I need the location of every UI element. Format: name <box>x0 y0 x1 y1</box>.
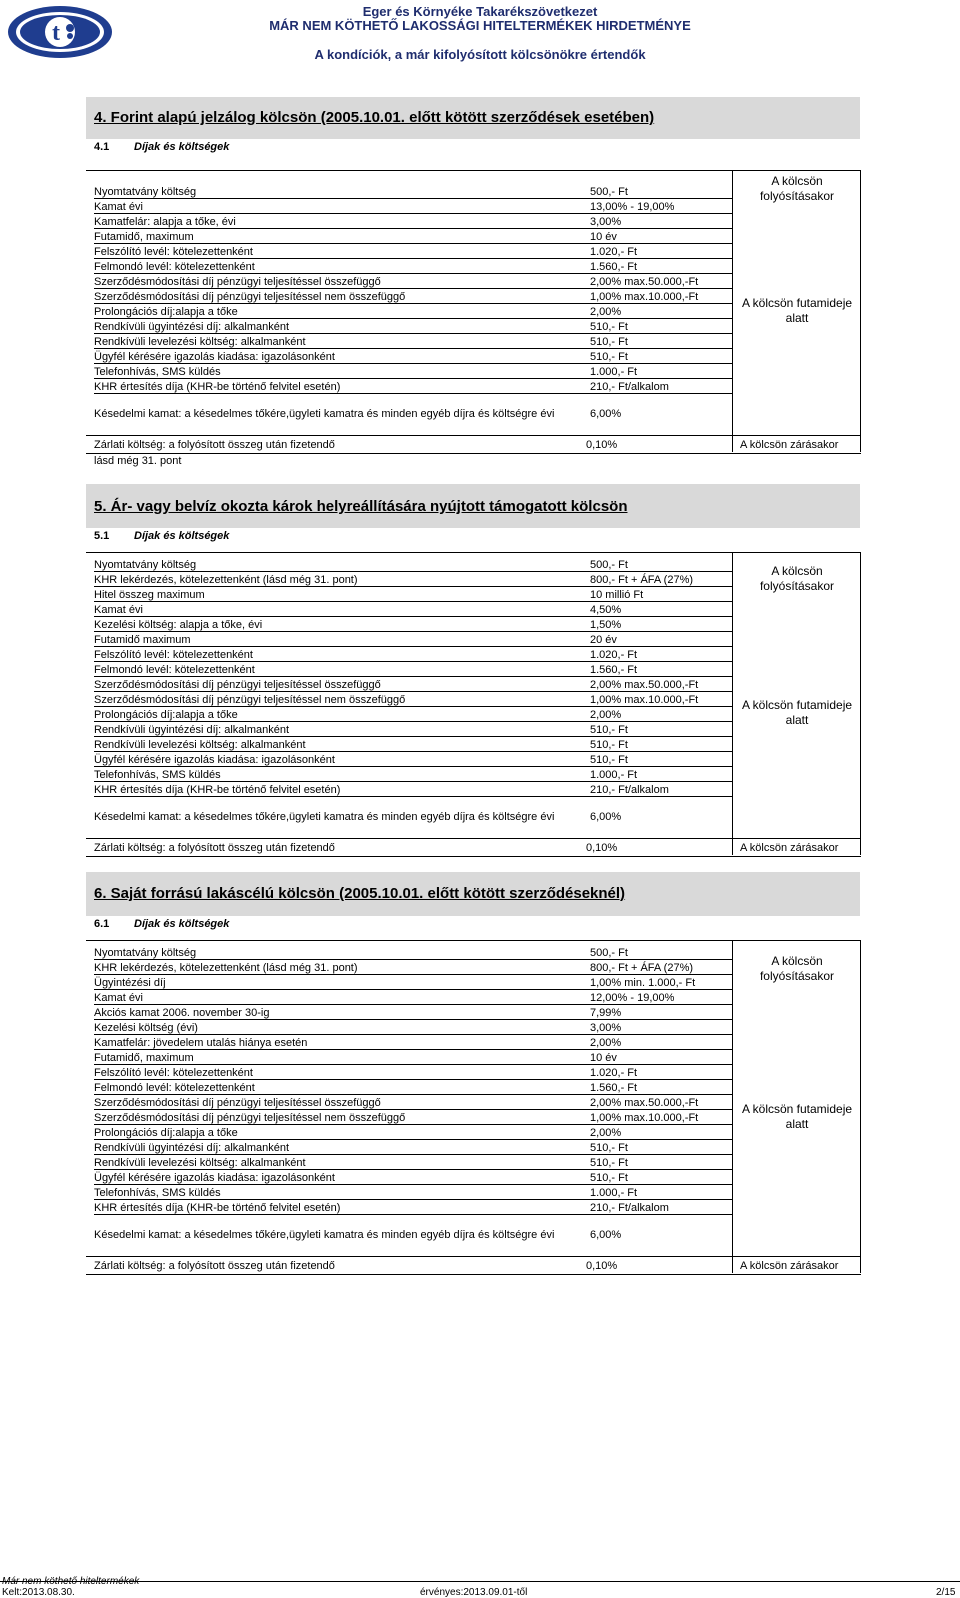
late-interest-value: 6,00% <box>590 408 622 420</box>
fee-value: 20 év <box>590 634 617 646</box>
footer-date: Kelt:2013.08.30. <box>2 1587 75 1598</box>
fee-value: 510,- Ft <box>590 1157 628 1169</box>
fee-value: 2,00% max.50.000,-Ft <box>590 276 699 288</box>
fee-value: 12,00% - 19,00% <box>590 992 675 1004</box>
fee-value: 210,- Ft/alkalom <box>590 784 669 796</box>
right-border <box>860 170 861 452</box>
fee-label: Rendkívüli ügyintézési díj: alkalmanként <box>94 321 290 333</box>
fee-value: 210,- Ft/alkalom <box>590 381 669 393</box>
svg-text:t: t <box>52 20 60 46</box>
closing-separator <box>86 435 861 436</box>
note-column-divider <box>732 940 733 1273</box>
page-title: MÁR NEM KÖTHETŐ LAKOSSÁGI HITELTERMÉKEK HIRDETMÉNYE <box>269 18 691 33</box>
fee-value: 2,00% <box>590 1037 622 1049</box>
closing-fee-note: A kölcsön zárásakor <box>740 439 839 451</box>
right-border <box>860 552 861 855</box>
fee-value: 510,- Ft <box>590 336 628 348</box>
see-also-note: lásd még 31. pont <box>94 455 182 467</box>
fee-value: 10 millió Ft <box>590 589 644 601</box>
fee-value: 2,00% max.50.000,-Ft <box>590 679 699 691</box>
closing-fee-value: 0,10% <box>586 842 618 854</box>
subsection-number: 6.1 <box>94 918 110 930</box>
fee-label: Ügyintézési díj <box>94 977 166 989</box>
fee-label: Futamidő, maximum <box>94 1052 194 1064</box>
closing-fee-note: A kölcsön zárásakor <box>740 842 839 854</box>
section-title: 4. Forint alapú jelzálog kölcsön (2005.10.01. előtt kötött szerződések esetében) <box>94 109 655 126</box>
fee-value: 510,- Ft <box>590 739 628 751</box>
subsection-number: 4.1 <box>94 141 110 153</box>
fee-label: Rendkívüli levelezési költség: alkalmanként <box>94 1157 306 1169</box>
fee-label: Prolongációs díj:alapja a tőke <box>94 1127 238 1139</box>
section-title: 6. Saját forrású lakáscélú kölcsön (2005.10.01. előtt kötött szerződéseknél) <box>94 885 626 902</box>
fee-label: Telefonhívás, SMS küldés <box>94 1187 221 1199</box>
fee-value: 1,00% max.10.000,-Ft <box>590 694 699 706</box>
fee-label: Hitel összeg maximum <box>94 589 205 601</box>
fee-value: 4,50% <box>590 604 622 616</box>
fee-value: 500,- Ft <box>590 186 628 198</box>
fee-label: Felmondó levél: kötelezettenként <box>94 261 255 273</box>
fee-value: 10 év <box>590 1052 617 1064</box>
fee-value: 1.000,- Ft <box>590 366 638 378</box>
fee-label: Felszólító levél: kötelezettenként <box>94 649 253 661</box>
fee-value: 2,00% <box>590 709 622 721</box>
fee-label: Ügyfél kérésére igazolás kiadása: igazolásonként <box>94 351 335 363</box>
fee-label: Ügyfél kérésére igazolás kiadása: igazolásonként <box>94 754 335 766</box>
right-border <box>860 940 861 1273</box>
note-disbursement: A kölcsön folyósításakor <box>759 954 835 983</box>
footer-page: 2/15 <box>936 1587 956 1598</box>
fee-value: 1.560,- Ft <box>590 1082 638 1094</box>
fee-label: Kamat évi <box>94 201 143 213</box>
fee-label: KHR értesítés díja (KHR-be történő felvitel esetén) <box>94 381 341 393</box>
fee-label: Felmondó levél: kötelezettenként <box>94 664 255 676</box>
subsection-label: Díjak és költségek <box>134 141 230 153</box>
fee-value: 1,00% max.10.000,-Ft <box>590 291 699 303</box>
fee-label: Kamat évi <box>94 604 143 616</box>
fee-value: 7,99% <box>590 1007 622 1019</box>
fee-label: Kamatfelár: jövedelem utalás hiánya esetén <box>94 1037 308 1049</box>
note-column-divider <box>732 170 733 452</box>
note-term: A kölcsön futamideje alatt <box>741 698 853 727</box>
org-name: Eger és Környéke Takarékszövetkezet <box>362 4 598 19</box>
fee-label: KHR lekérdezés, kötelezettenként (lásd még 31. pont) <box>94 574 358 586</box>
note-term: A kölcsön futamideje alatt <box>741 296 853 325</box>
fee-value: 2,00% max.50.000,-Ft <box>590 1097 699 1109</box>
fee-label: Szerződésmódosítási díj pénzügyi teljesítéssel összefüggő <box>94 276 381 288</box>
fee-value: 510,- Ft <box>590 724 628 736</box>
note-disbursement: A kölcsön folyósításakor <box>759 174 835 203</box>
fee-value: 1,00% min. 1.000,- Ft <box>590 977 696 989</box>
subsection-title <box>94 918 229 930</box>
fee-label: Kezelési költség (évi) <box>94 1022 198 1034</box>
fee-label: Nyomtatvány költség <box>94 947 197 959</box>
fee-label: Rendkívüli ügyintézési díj: alkalmanként <box>94 1142 290 1154</box>
fee-label: Futamidő maximum <box>94 634 191 646</box>
subsection-label: Díjak és költségek <box>134 918 230 930</box>
closing-separator <box>86 838 861 839</box>
fee-value: 1.560,- Ft <box>590 261 638 273</box>
fee-value: 1.000,- Ft <box>590 1187 638 1199</box>
closing-fee-value: 0,10% <box>586 439 618 451</box>
fee-label: Szerződésmódosítási díj pénzügyi teljesítéssel nem összefüggő <box>94 694 406 706</box>
fee-label: Nyomtatvány költség <box>94 559 197 571</box>
fee-label: Felmondó levél: kötelezettenként <box>94 1082 255 1094</box>
closing-fee-label: Zárlati költség: a folyósított összeg után fizetendő <box>94 439 335 451</box>
fee-label: Telefonhívás, SMS küldés <box>94 366 221 378</box>
fee-value: 500,- Ft <box>590 559 628 571</box>
closing-fee-note: A kölcsön zárásakor <box>740 1260 839 1272</box>
fee-label: Futamidő, maximum <box>94 231 194 243</box>
fee-value: 210,- Ft/alkalom <box>590 1202 669 1214</box>
note-term: A kölcsön futamideje alatt <box>741 1102 853 1131</box>
fee-value: 3,00% <box>590 216 622 228</box>
fee-value: 2,00% <box>590 1127 622 1139</box>
fee-value: 510,- Ft <box>590 754 628 766</box>
fee-value: 510,- Ft <box>590 351 628 363</box>
note-column-divider <box>732 552 733 855</box>
fee-label: KHR lekérdezés, kötelezettenként (lásd még 31. pont) <box>94 962 358 974</box>
fee-value: 500,- Ft <box>590 947 628 959</box>
fee-value: 1,50% <box>590 619 622 631</box>
footer-divider <box>0 1581 960 1582</box>
fee-label: Rendkívüli ügyintézési díj: alkalmanként <box>94 724 290 736</box>
fee-label: Szerződésmódosítási díj pénzügyi teljesítéssel nem összefüggő <box>94 1112 406 1124</box>
fee-label: KHR értesítés díja (KHR-be történő felvitel esetén) <box>94 784 341 796</box>
subsection-label: Díjak és költségek <box>134 530 230 542</box>
fee-value: 2,00% <box>590 306 622 318</box>
late-interest-value: 6,00% <box>590 811 622 823</box>
fee-value: 510,- Ft <box>590 321 628 333</box>
section-title: 5. Ár- vagy belvíz okozta károk helyreállítására nyújtott támogatott kölcsön <box>94 498 628 515</box>
fee-value: 1.020,- Ft <box>590 246 638 258</box>
footer-line1: Már nem köthető hiteltermékek <box>2 1576 140 1587</box>
closing-fee-label: Zárlati költség: a folyósított összeg után fizetendő <box>94 1260 335 1272</box>
fee-value: 1.020,- Ft <box>590 649 638 661</box>
fee-label: Felszólító levél: kötelezettenként <box>94 1067 253 1079</box>
fee-label: Szerződésmódosítási díj pénzügyi teljesítéssel összefüggő <box>94 1097 381 1109</box>
fee-value: 10 év <box>590 231 617 243</box>
late-interest-value: 6,00% <box>590 1229 622 1241</box>
late-interest-label: Késedelmi kamat: a késedelmes tőkére,ügyleti kamatra és minden egyéb díjra és költségre évi <box>94 811 555 823</box>
fee-label: Rendkívüli levelezési költség: alkalmanként <box>94 336 306 348</box>
fee-label: Szerződésmódosítási díj pénzügyi teljesítéssel nem összefüggő <box>94 291 406 303</box>
fee-value: 3,00% <box>590 1022 622 1034</box>
fee-value: 800,- Ft + ÁFA (27%) <box>590 962 694 974</box>
fee-label: Rendkívüli levelezési költség: alkalmanként <box>94 739 306 751</box>
closing-fee-value: 0,10% <box>586 1260 618 1272</box>
fee-label: Prolongációs díj:alapja a tőke <box>94 306 238 318</box>
fee-label: Telefonhívás, SMS küldés <box>94 769 221 781</box>
fee-value: 1,00% max.10.000,-Ft <box>590 1112 699 1124</box>
closing-fee-label: Zárlati költség: a folyósított összeg után fizetendő <box>94 842 335 854</box>
fee-label: Kezelési költség: alapja a tőke, évi <box>94 619 263 631</box>
fee-value: 800,- Ft + ÁFA (27%) <box>590 574 694 586</box>
fee-label: Ügyfél kérésére igazolás kiadása: igazolásonként <box>94 1172 335 1184</box>
fee-label: Akciós kamat 2006. november 30-ig <box>94 1007 270 1019</box>
fee-label: Nyomtatvány költség <box>94 186 197 198</box>
fee-label: KHR értesítés díja (KHR-be történő felvitel esetén) <box>94 1202 341 1214</box>
footer-valid: érvényes:2013.09.01-től <box>420 1587 528 1598</box>
fee-value: 1.020,- Ft <box>590 1067 638 1079</box>
fee-value: 13,00% - 19,00% <box>590 201 675 213</box>
fee-value: 1.000,- Ft <box>590 769 638 781</box>
note-disbursement: A kölcsön folyósításakor <box>759 564 835 593</box>
subsection-title <box>94 530 229 542</box>
fee-label: Prolongációs díj:alapja a tőke <box>94 709 238 721</box>
fee-label: Felszólító levél: kötelezettenként <box>94 246 253 258</box>
subsection-title <box>94 141 229 153</box>
fee-value: 510,- Ft <box>590 1142 628 1154</box>
subsection-number: 5.1 <box>94 530 110 542</box>
fee-value: 1.560,- Ft <box>590 664 638 676</box>
late-interest-label: Késedelmi kamat: a késedelmes tőkére,ügyleti kamatra és minden egyéb díjra és költségre évi <box>94 1229 555 1241</box>
fee-value: 510,- Ft <box>590 1172 628 1184</box>
fee-label: Kamat évi <box>94 992 143 1004</box>
closing-separator <box>86 1256 861 1257</box>
fee-label: Kamatfelár: alapja a tőke, évi <box>94 216 236 228</box>
page-subtitle: A kondíciók, a már kifolyósított kölcsönökre értendők <box>314 47 646 62</box>
late-interest-label: Késedelmi kamat: a késedelmes tőkére,ügyleti kamatra és minden egyéb díjra és költségre évi <box>94 408 555 420</box>
fee-label: Szerződésmódosítási díj pénzügyi teljesítéssel összefüggő <box>94 679 381 691</box>
